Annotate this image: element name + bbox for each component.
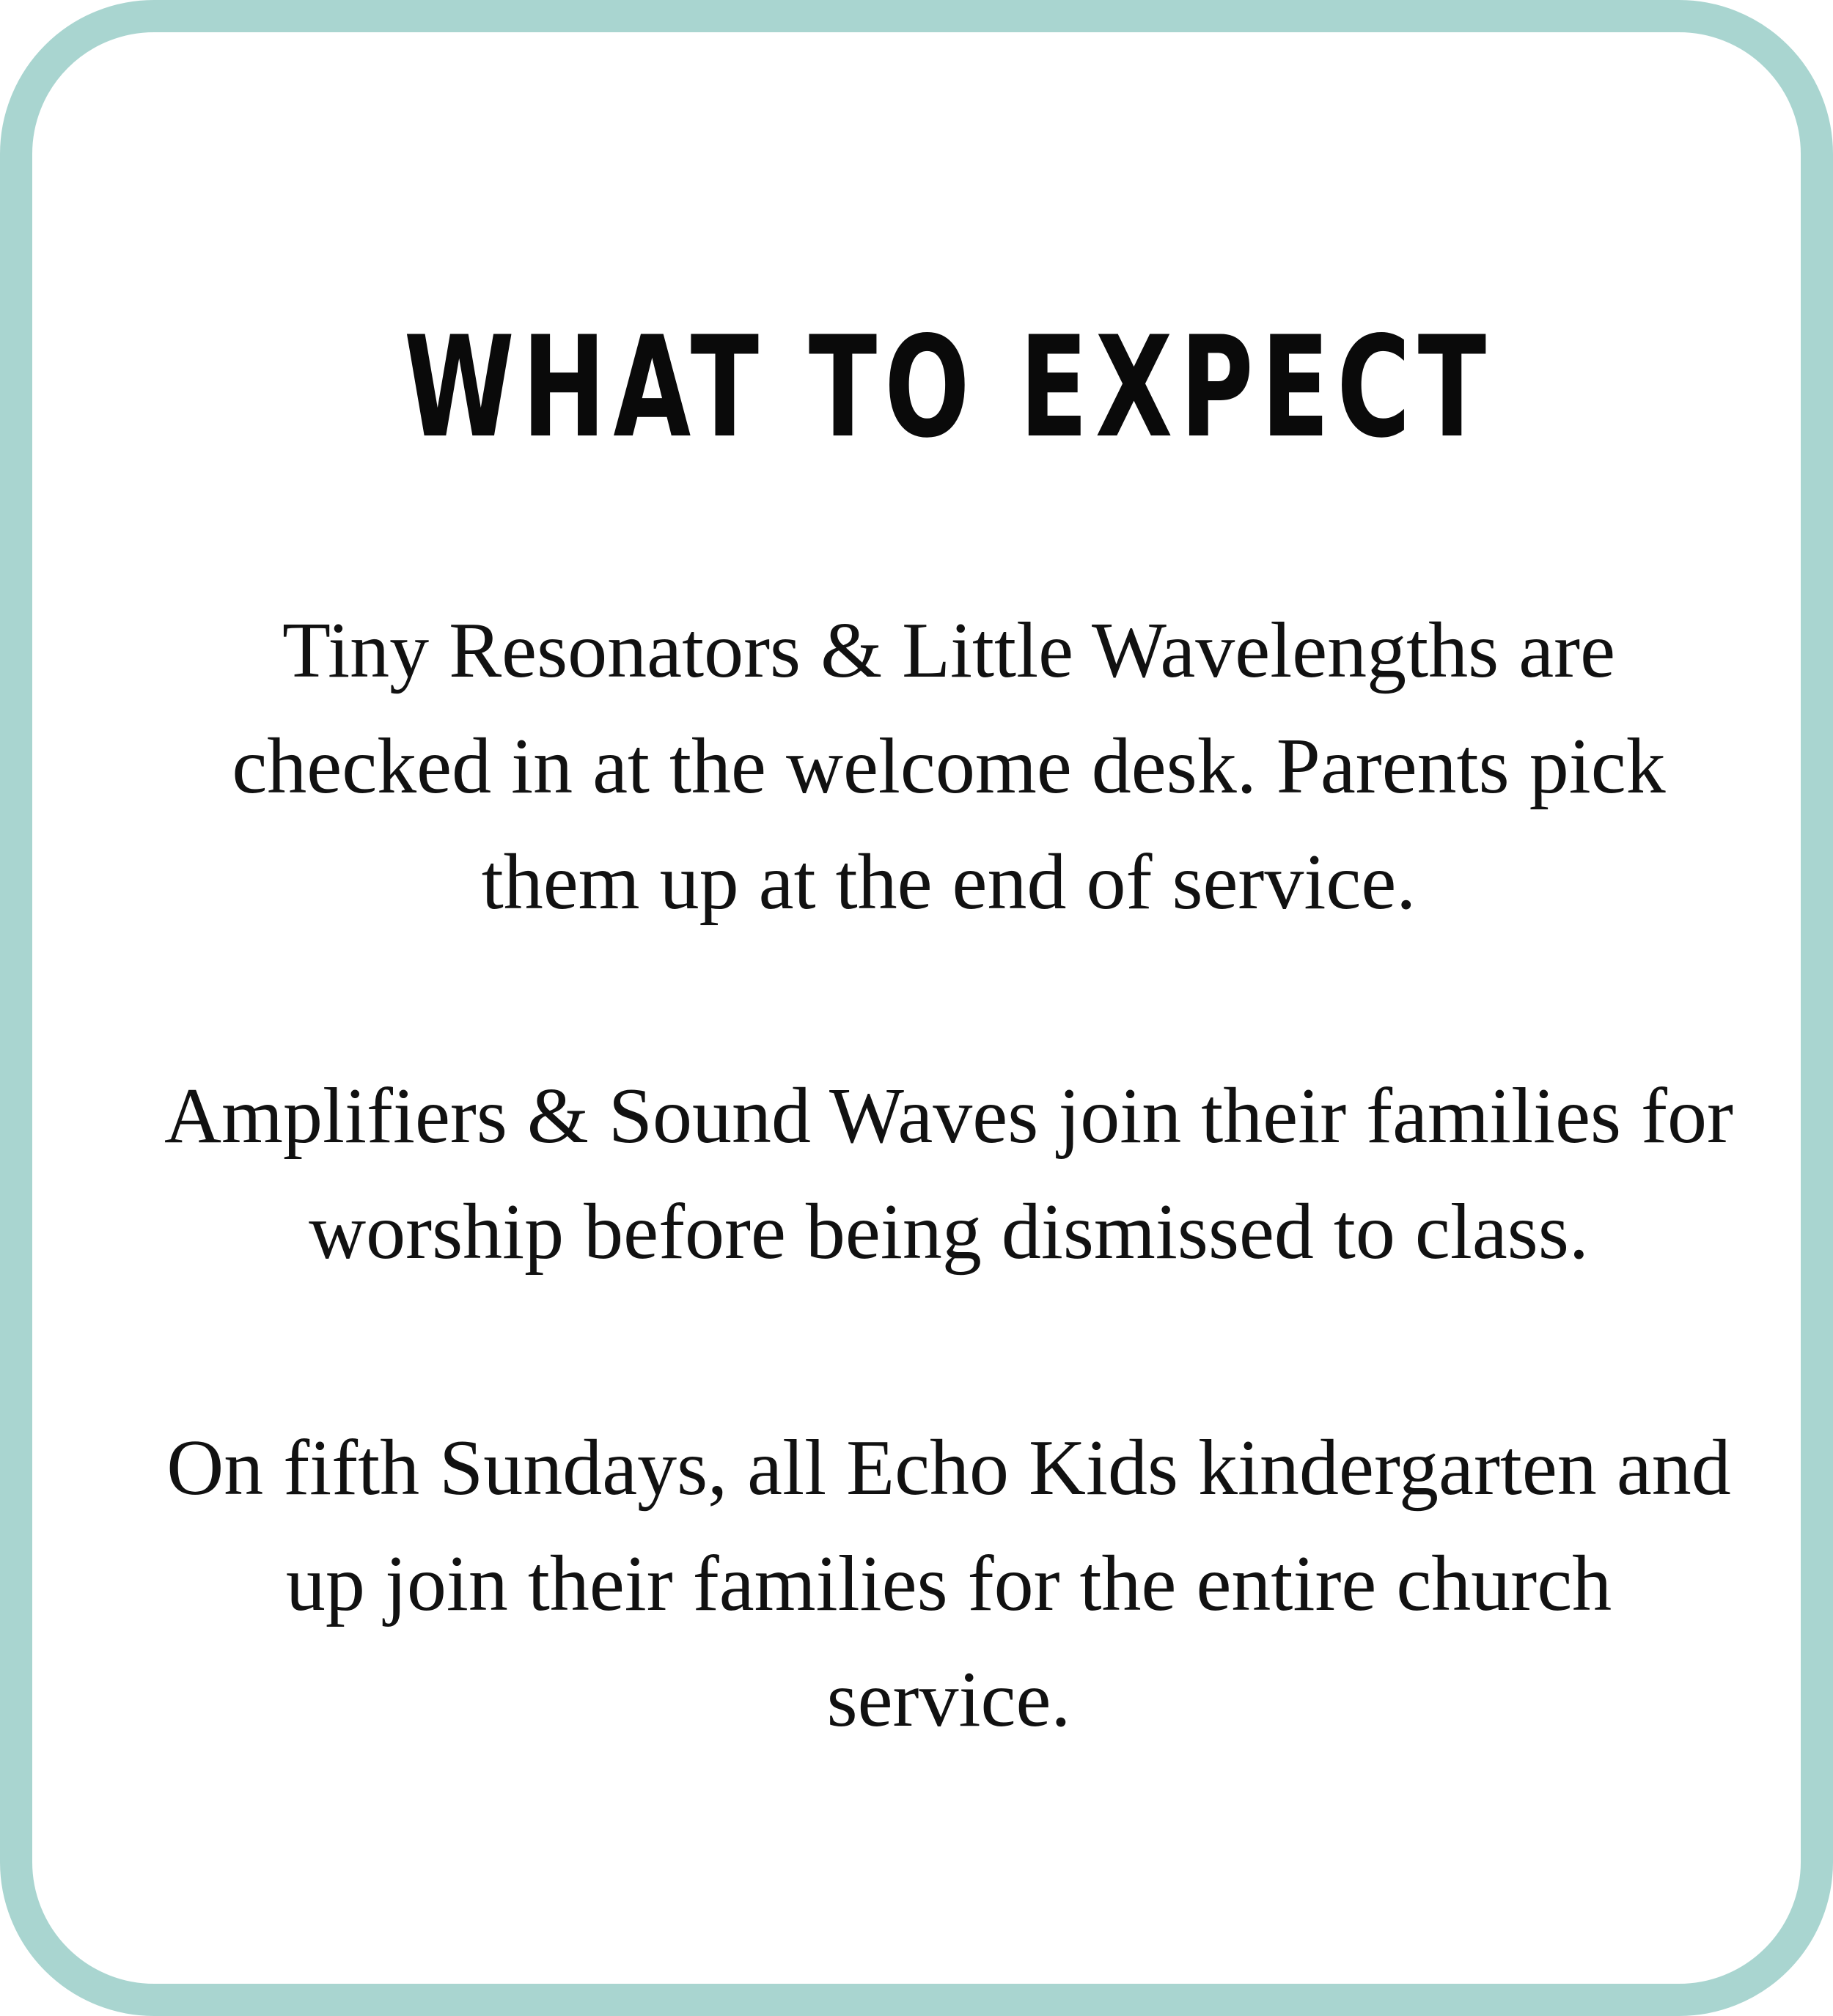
paragraph-worship: Amplifiers & Sound Waves join their families for worship before being dismissed to class. <box>164 1073 1733 1276</box>
card-title: WHAT TO EXPECT <box>403 306 1494 468</box>
paragraph-fifth-sundays: On fifth Sundays, all Echo Kids kindergarten and up join their families for the entire church service. <box>166 1424 1731 1743</box>
paragraph-check-in: Tiny Resonators & Little Wavelengths are checked in at the welcome desk. Parents pick them up at the end of service. <box>232 607 1666 926</box>
